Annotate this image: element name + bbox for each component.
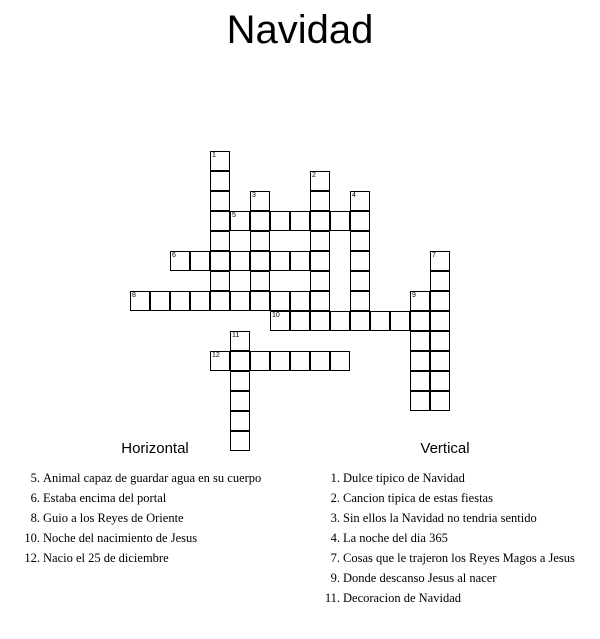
clue-text: Nacio el 25 de diciembre [43,551,169,565]
clue-item [300,571,590,586]
crossword-cell[interactable] [190,291,210,311]
clue-item [300,531,590,546]
crossword-cell[interactable] [170,291,190,311]
clue-item [300,591,590,606]
cell-number: 8 [132,292,136,299]
clue-text: Cancion tipica de estas fiestas [343,491,493,505]
clue-number: 4. [330,531,340,545]
crossword-cell[interactable] [290,251,310,271]
crossword-cell[interactable] [230,251,250,271]
crossword-cell[interactable] [250,291,270,311]
crossword-cell[interactable] [350,271,370,291]
crossword-cell[interactable] [350,251,370,271]
crossword-cell[interactable] [230,411,250,431]
clue-text: Decoracion de Navidad [343,591,461,605]
clue-number: 7. [330,551,340,565]
clue-item [300,471,590,486]
clue-item [10,531,300,546]
crossword-cell[interactable] [270,211,290,231]
clue-text: La noche del dia 365 [343,531,448,545]
clues-vertical [300,440,590,611]
clue-item [10,551,300,566]
crossword-cell[interactable] [230,331,250,351]
crossword-cell[interactable] [290,311,310,331]
crossword-cell[interactable] [210,171,230,191]
clue-text: Cosas que le trajeron los Reyes Magos a Jesus [343,551,575,565]
crossword-cell[interactable] [290,211,310,231]
crossword-cell[interactable] [410,391,430,411]
crossword-cell[interactable] [430,271,450,291]
crossword-cell[interactable] [330,351,350,371]
crossword-cell[interactable] [430,291,450,311]
crossword-cell[interactable] [130,291,150,311]
clue-text: Animal capaz de guardar agua en su cuerpo [43,471,262,485]
crossword-cell[interactable] [310,311,330,331]
cell-number: 10 [272,312,280,319]
clue-number: 9. [330,571,340,585]
crossword-cell[interactable] [310,271,330,291]
clues-horizontal [10,440,300,571]
crossword-cell[interactable] [410,311,430,331]
clue-number: 3. [330,511,340,525]
crossword-cell[interactable] [250,251,270,271]
clue-number: 2. [330,491,340,505]
cell-number: 11 [232,332,240,339]
crossword-cell[interactable] [410,371,430,391]
clue-number: 11. [324,591,340,605]
crossword-cell[interactable] [410,331,430,351]
crossword-cell[interactable] [350,191,370,211]
crossword-cell[interactable] [290,291,310,311]
crossword-cell[interactable] [430,311,450,331]
crossword-grid [0,53,600,373]
crossword-cell[interactable] [310,291,330,311]
clue-number: 6. [30,491,40,505]
clue-text: Noche del nacimiento de Jesus [43,531,198,545]
clue-number: 5. [30,471,40,485]
crossword-cell[interactable] [210,231,230,251]
crossword-cell[interactable] [310,231,330,251]
crossword-cell[interactable] [350,231,370,251]
clue-item [300,491,590,506]
clue-text: Sin ellos la Navidad no tendria sentido [343,511,537,525]
crossword-cell[interactable] [190,251,210,271]
cell-number: 2 [312,172,316,179]
cell-number: 3 [252,192,256,199]
crossword-cell[interactable] [210,251,230,271]
cell-number: 6 [172,252,176,259]
clues-vertical-heading: Vertical [420,440,470,457]
cell-number: 5 [232,212,236,219]
crossword-cell[interactable] [250,351,270,371]
crossword-cell[interactable] [230,391,250,411]
crossword-cell[interactable] [310,191,330,211]
clue-number: 12. [24,551,40,565]
crossword-cell[interactable] [230,371,250,391]
crossword-cell[interactable] [430,351,450,371]
crossword-cell[interactable] [250,231,270,251]
crossword-cell[interactable] [250,191,270,211]
cell-number: 1 [212,152,216,159]
clue-text: Dulce tipico de Navidad [343,471,465,485]
crossword-cell[interactable] [310,251,330,271]
crossword-cell[interactable] [210,271,230,291]
cell-number: 9 [412,292,416,299]
clues-vertical-list [300,471,590,606]
crossword-cell[interactable] [410,291,430,311]
crossword-cell[interactable] [330,311,350,331]
clue-item [10,511,300,526]
crossword-cell[interactable] [210,151,230,171]
clues-horizontal-list [10,471,300,566]
crossword-cell[interactable] [430,331,450,351]
crossword-cell[interactable] [270,251,290,271]
clue-text: Guio a los Reyes de Oriente [43,511,184,525]
crossword-cell[interactable] [210,291,230,311]
crossword-cell[interactable] [210,211,230,231]
clue-number: 10. [24,531,40,545]
crossword-cell[interactable] [270,311,290,331]
crossword-cell[interactable] [210,351,230,371]
crossword-cell[interactable] [430,251,450,271]
crossword-cell[interactable] [230,291,250,311]
clue-number: 1. [330,471,340,485]
crossword-cell[interactable] [210,191,230,211]
cell-number: 12 [212,352,220,359]
crossword-cell[interactable] [230,211,250,231]
clue-item [10,471,300,486]
clue-item [10,491,300,506]
clue-item [300,511,590,526]
clue-text: Donde descanso Jesus al nacer [343,571,497,585]
crossword-cell[interactable] [170,251,190,271]
crossword-cell[interactable] [310,171,330,191]
crossword-cell[interactable] [350,291,370,311]
crossword-cell[interactable] [310,351,330,371]
crossword-cell[interactable] [330,211,350,231]
crossword-cell[interactable] [270,291,290,311]
page-title: Navidad [226,8,374,52]
crossword-cell[interactable] [350,311,370,331]
crossword-cell[interactable] [350,211,370,231]
clue-item [300,551,590,566]
clue-text: Estaba encima del portal [43,491,167,505]
crossword-cell[interactable] [270,351,290,371]
crossword-cell[interactable] [150,291,170,311]
crossword-cell[interactable] [430,391,450,411]
crossword-cell[interactable] [230,351,250,371]
cell-number: 4 [352,192,356,199]
crossword-cell[interactable] [250,271,270,291]
crossword-cell[interactable] [370,311,390,331]
crossword-cell[interactable] [410,351,430,371]
crossword-cell[interactable] [250,211,270,231]
cell-number: 7 [432,252,436,259]
crossword-cell[interactable] [310,211,330,231]
crossword-cell[interactable] [430,371,450,391]
crossword-cell[interactable] [390,311,410,331]
crossword-cell[interactable] [290,351,310,371]
clue-number: 8. [30,511,40,525]
clues-horizontal-heading: Horizontal [121,440,189,457]
